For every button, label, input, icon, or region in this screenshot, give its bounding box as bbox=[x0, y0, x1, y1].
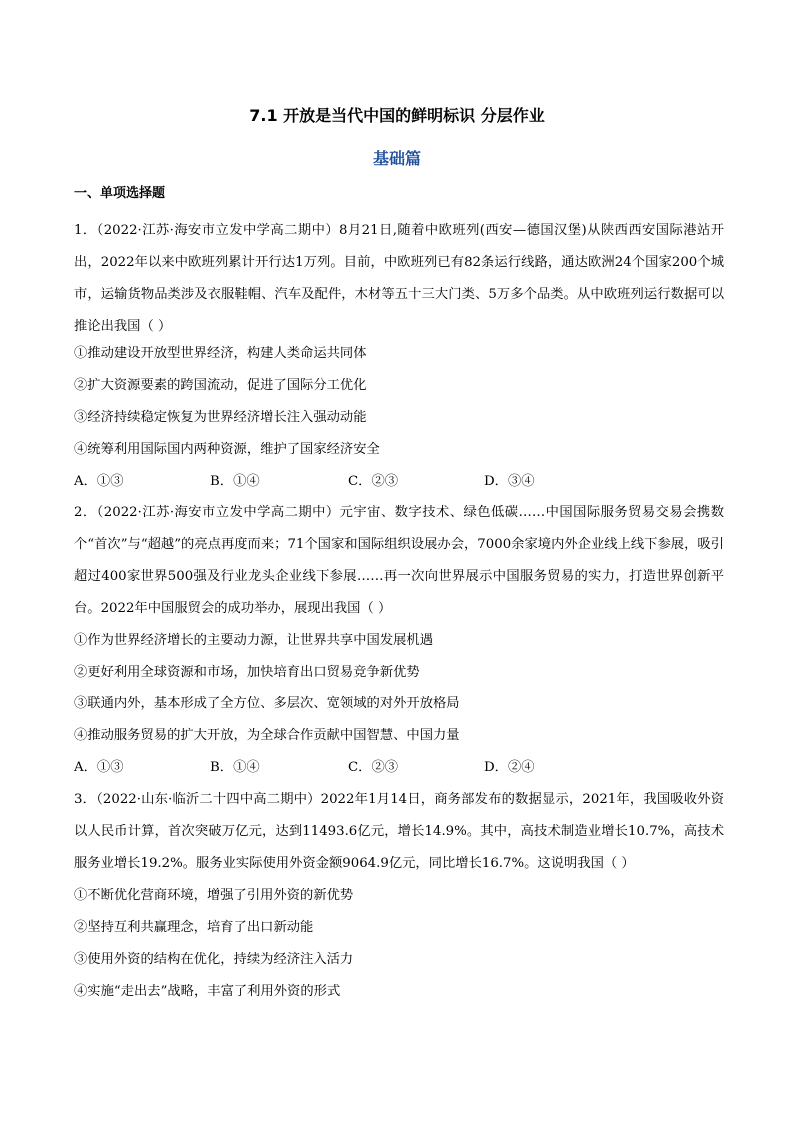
question-1-option-2: ②扩大资源要素的跨国流动，促进了国际分工优化 bbox=[74, 378, 367, 393]
question-1-option-4: ④统筹利用国际国内两种资源，维护了国家经济安全 bbox=[74, 442, 380, 457]
question-2-option-1: ①作为世界经济增长的主要动力源，让世界共享中国发展机遇 bbox=[74, 633, 434, 648]
question-2-option-3: ③联通内外，基本形成了全方位、多层次、宽领域的对外开放格局 bbox=[74, 696, 460, 711]
question-3-option-4: ④实施“走出去”战略，丰富了利用外资的形式 bbox=[74, 984, 341, 999]
question-2-choice-d: D．②④ bbox=[484, 760, 535, 775]
question-1-stem: 1．（2022·江苏·海安市立发中学高二期中）8月21日,随着中欧班列(西安—德国汉堡)从陕西西安国际港站开出，2022年以来中欧班列累计开行达1万列。目前，中欧班列已有82条运行线路，通达欧洲24个国家200个城市，运输货物品类涉及衣服鞋帽、汽车及配件，木材等五十三大门类、5万多个品类。从中欧班列运行数据可以推论出我国（ ） bbox=[74, 223, 724, 334]
question-1-choice-d: D．③④ bbox=[484, 474, 535, 489]
section-heading: 一、单项选择题 bbox=[74, 186, 166, 201]
question-1-choice-c: C．②③ bbox=[348, 474, 399, 489]
question-2-option-2: ②更好利用全球资源和市场，加快培育出口贸易竞争新优势 bbox=[74, 665, 420, 680]
question-2-choice-b: B．①④ bbox=[210, 760, 260, 775]
document-subtitle: 基础篇 bbox=[372, 149, 421, 168]
document-title: 7.1 开放是当代中国的鲜明标识 分层作业 bbox=[249, 106, 545, 125]
question-3-option-2: ②坚持互利共赢理念，培育了出口新动能 bbox=[74, 920, 314, 935]
question-1-choice-a: A．①③ bbox=[74, 474, 124, 489]
question-3-option-3: ③使用外资的结构在优化，持续为经济注入活力 bbox=[74, 952, 354, 967]
question-1-option-1: ①推动建设开放型世界经济，构建人类命运共同体 bbox=[74, 346, 367, 361]
question-3-option-1: ①不断优化营商环境，增强了引用外资的新优势 bbox=[74, 888, 354, 903]
question-1-option-3: ③经济持续稳定恢复为世界经济增长注入强动动能 bbox=[74, 410, 367, 425]
question-2-option-4: ④推动服务贸易的扩大开放，为全球合作贡献中国智慧、中国力量 bbox=[74, 728, 460, 743]
question-2-choice-c: C．②③ bbox=[348, 760, 399, 775]
question-1-choice-b: B．①④ bbox=[210, 474, 260, 489]
question-2-stem: 2．（2022·江苏·海安市立发中学高二期中）元宇宙、数字技术、绿色低碳……中国国际服务贸易交易会携数个“首次”与“超越”的亮点再度而来；71个国家和国际组织设展办会，7000余家境内外企业线上线下参展，吸引超过400家世界500强及行业龙头企业线下参展……再一次向世界展示中国服务贸易的实力，打造世界创新平台。2022年中国服贸会的成功举办，展现出我国（ ） bbox=[74, 505, 724, 616]
question-2-choice-a: A．①③ bbox=[74, 760, 124, 775]
question-3-stem: 3．（2022·山东·临沂二十四中高二期中）2022年1月14日，商务部发布的数据显示，2021年，我国吸收外资以人民币计算，首次突破万亿元，达到11493.6亿元，增长14.9%。其中，高技术制造业增长10.7%，高技术服务业增长19.2%。服务业实际使用外资金额9064.9亿元，同比增长16.7%。这说明我国（ ） bbox=[74, 792, 724, 871]
